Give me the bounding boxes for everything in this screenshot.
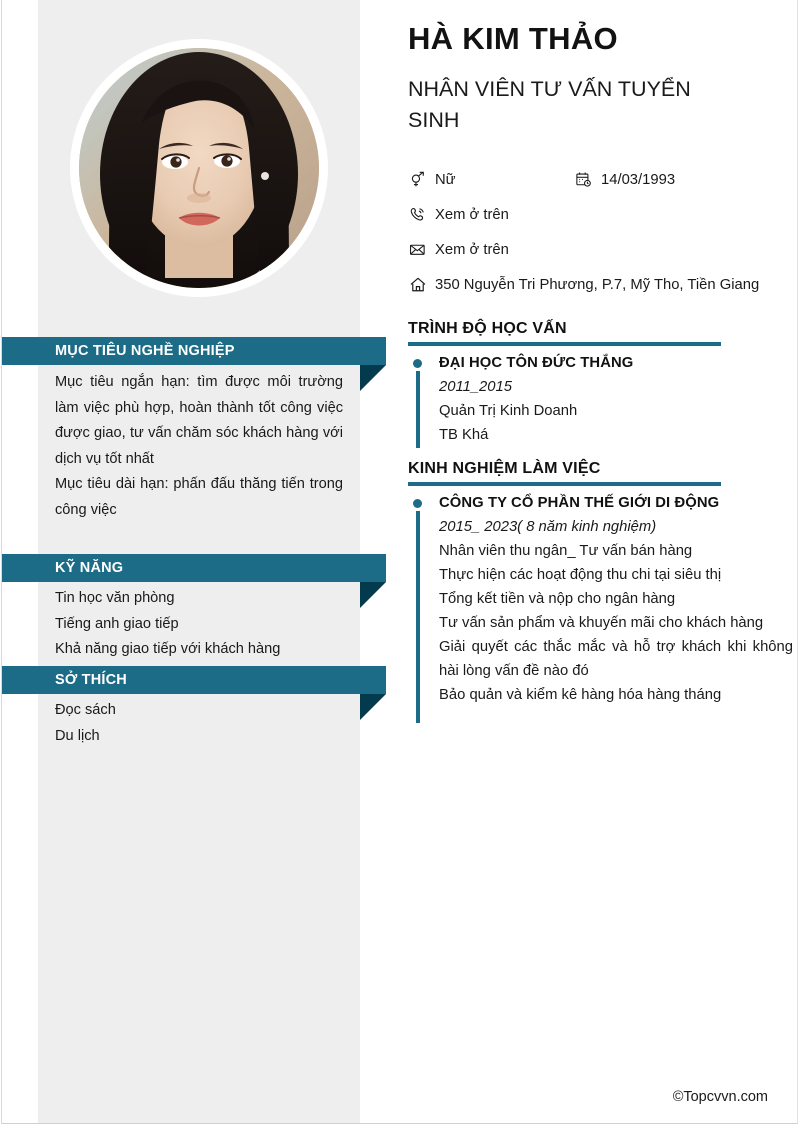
home-icon [408,275,427,294]
ribbon-fold-skills [360,582,386,608]
education-detail: TB Khá [439,426,489,443]
experience-detail: Bảo quản và kiểm kê hàng hóa hàng tháng [439,686,722,703]
section-header-hobbies [2,666,386,694]
section-header-objective [2,337,386,365]
experience-detail: Tổng kết tiền và nộp cho ngân hàng [439,590,676,607]
contact-email [408,240,509,259]
skills-body [55,586,343,663]
contact-birthdate [574,170,675,189]
education-section [408,320,793,447]
experience-organization: CÔNG TY CỔ PHẦN THẾ GIỚI DI ĐỘNG [439,494,720,511]
skill-item: Khả năng giao tiếp với khách hàng [55,641,281,657]
entry-timeline-bar [416,511,420,723]
experience-section [408,460,793,707]
page-title: HÀ KIM THẢO [408,21,618,56]
skill-item: Tiếng anh giao tiếp [55,615,179,632]
objective-line: Mục tiêu dài hạn: phấn đấu thăng tiến trong công việc [55,476,343,518]
birthdate-value: 14/03/1993 [601,171,676,188]
education-rule [408,342,721,346]
experience-entry [408,492,793,707]
hobby-item: Du lịch [55,727,100,744]
education-detail: Quản Trị Kinh Doanh [439,402,578,419]
entry-bullet-dot [413,499,422,508]
objective-line: Mục tiêu ngắn hạn: tìm được môi trường làm việc phù hợp, hoàn thành tốt công việc được giao, tư vấn chăm sóc khách hàng với dịch vụ tốt nhất [55,374,343,467]
phone-value: Xem ở trên [435,206,509,223]
hobby-item: Đọc sách [55,702,116,718]
profile-photo [79,48,319,288]
experience-date: 2015_ 2023( 8 năm kinh nghiệm) [439,518,657,535]
footer-watermark: ©Topcvvn.com [672,1089,768,1105]
hobbies-body [55,698,343,749]
phone-icon [408,205,427,224]
experience-detail: Nhân viên thu ngân_ Tư vấn bán hàng [439,542,693,559]
gender-icon [408,170,427,189]
experience-detail: Giải quyết các thắc mắc và hỗ trợ khách khi không hài lòng vấn đề nào đó [439,638,793,679]
experience-heading: KINH NGHIỆM LÀM VIỆC [408,460,601,477]
contact-row [408,275,793,310]
entry-bullet-dot [413,359,422,368]
education-organization: ĐẠI HỌC TÔN ĐỨC THẮNG [439,354,634,371]
section-header-skills [2,554,386,582]
contact-phone [408,205,509,224]
education-entry [408,352,793,447]
address-value: 350 Nguyễn Tri Phương, P.7, Mỹ Tho, Tiền Giang [435,276,760,293]
experience-detail: Thực hiện các hoạt động thu chi tại siêu thị [439,566,722,583]
email-value: Xem ở trên [435,241,509,258]
ribbon-fold-objective [360,365,386,391]
contact-block [408,170,793,310]
contact-gender [408,170,574,189]
right-content-column [400,0,800,1142]
profile-photo-ring [70,39,328,297]
experience-detail: Tư vấn sản phẩm và khuyến mãi cho khách hàng [439,614,764,631]
objective-body [55,370,343,523]
contact-address [408,275,759,294]
entry-timeline-bar [416,371,420,448]
ribbon-fold-hobbies [360,694,386,720]
calendar-icon [574,170,593,189]
contact-row [408,205,793,240]
envelope-icon [408,240,427,259]
experience-rule [408,482,721,486]
section-title-skills: KỸ NĂNG [55,560,124,576]
job-title: NHÂN VIÊN TƯ VẤN TUYỂN SINH [408,77,691,132]
contact-row [408,170,793,205]
contact-row [408,240,793,275]
skill-item: Tin học văn phòng [55,590,175,606]
education-date: 2011_2015 [439,378,512,395]
profile-photo-container [38,0,360,336]
education-heading: TRÌNH ĐỘ HỌC VẤN [408,320,567,337]
section-title-objective: MỤC TIÊU NGHỀ NGHIỆP [55,343,235,359]
section-title-hobbies: SỞ THÍCH [55,672,127,688]
gender-value: Nữ [435,171,456,188]
